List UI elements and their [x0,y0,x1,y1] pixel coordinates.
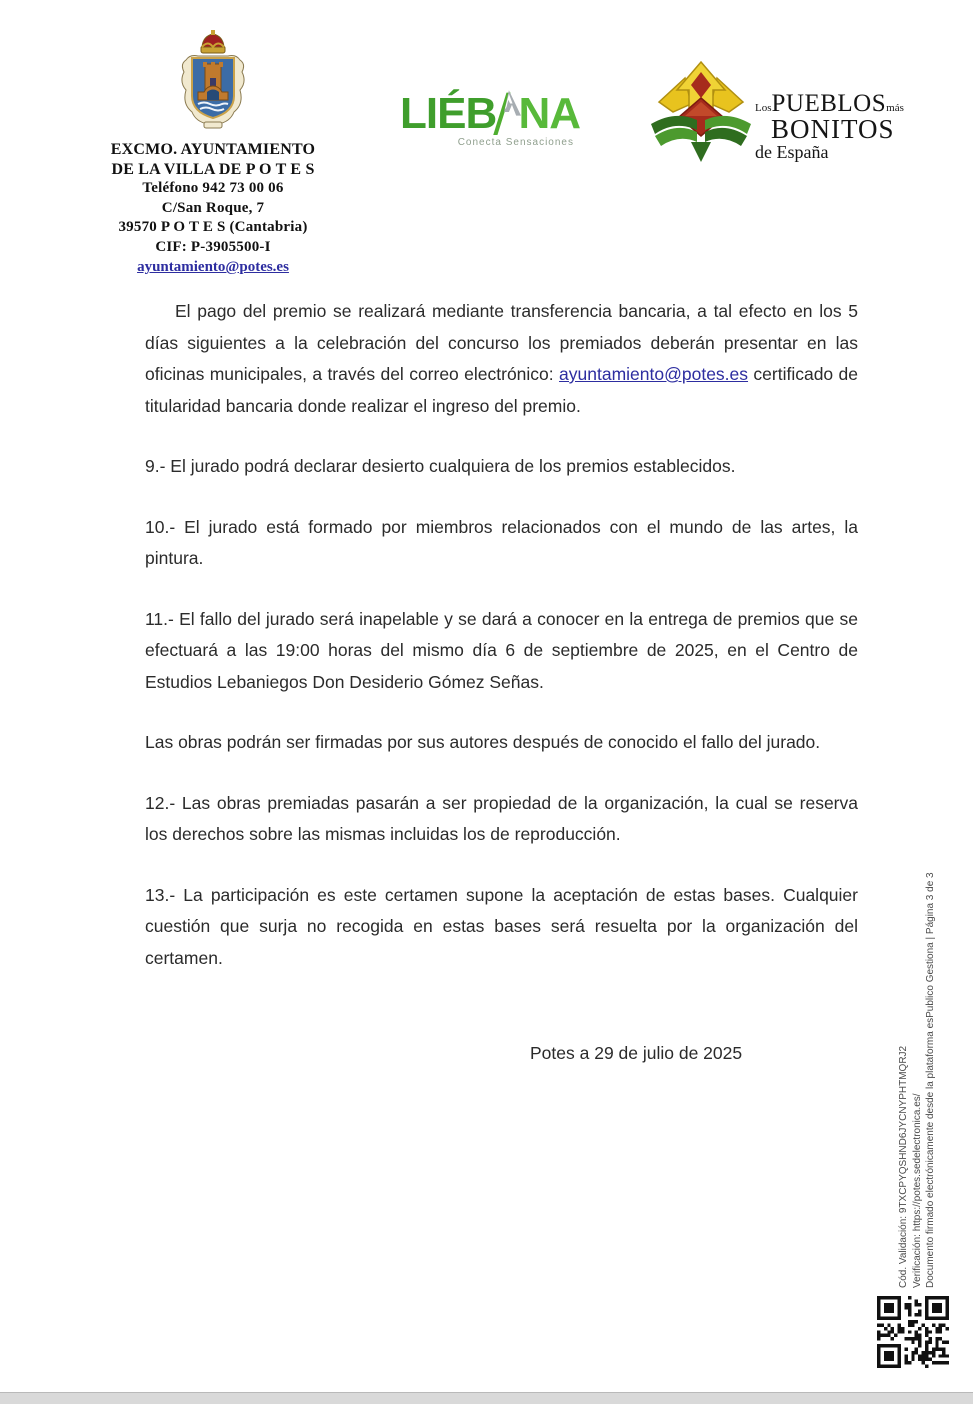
paragraph-clause-12: 12.- Las obras premiadas pasarán a ser propiedad de la organización, la cual se reserva los derechos sobre las mismas incluidas los de reproducción. [145,792,858,844]
signature-note: Documento firmado electrónicamente desde la plataforma esPublico Gestiona | Página 3 de 3 [925,872,936,1288]
letterhead-address: C/San Roque, 7 [161,199,265,216]
paragraph-payment-text-before: El pago del premio se realizará mediante transferencia bancaria, a tal efecto en los 5 días siguientes a la celebración del concurso los premiados deberán presentar en las oficinas municipales, a través del correo electrónico: [145,301,858,384]
pueblos-bonitos-logo [645,58,904,166]
paragraph-clause-9: 9.- El jurado podrá declarar desierto cualquiera de los premios establecidos. [145,456,736,476]
potes-coat-of-arms-icon [178,30,248,136]
letterhead-cif: CIF: P-3905500-I [155,238,271,255]
pueblos-text-sub: de España [755,141,829,162]
validation-code: Cód. Validación: 9TXCPYQSHND6JYCNYPHTMQRJ2 [898,1045,909,1288]
pueblos-text-mid: más [886,101,904,114]
letterhead-city: 39570 P O T E S (Cantabria) [118,219,308,235]
letterhead-org-line1: EXCMO. AYUNTAMIENTO [110,141,316,158]
verification-url: Verificación: https://potes.sedelectronica.es/ [911,1093,923,1288]
pueblos-logo-text [755,90,904,163]
page-bottom-edge [0,1392,973,1404]
letterhead-email-link[interactable]: ayuntamiento@potes.es [137,259,289,275]
pueblos-crown-icon [645,58,757,166]
liebana-logo [400,74,580,148]
paragraph-payment-text-after: certificado de titularidad bancaria donde realizar el ingreso del premio. [145,364,858,416]
paragraph-clause-11: 11.- El fallo del jurado será inapelable y se dará a conocer en la entrega de premios que se efectuará a las 19:00 horas del mismo día 6 de septiembre de 2025, en el Centro de Estudios Lebaniegos Don Desiderio Gómez Señas. [145,608,858,692]
liebana-logo-text-left: LIÉB [400,89,497,138]
pueblos-text-pre: Los [755,101,772,114]
liebana-tagline: Conecta Sensaciones [457,137,574,148]
liebana-logo-text-right: NA [518,89,580,138]
qr-code [877,1296,949,1368]
paragraph-signing: Las obras podrán ser firmadas por sus autores después de conocido el fallo del jurado. [145,732,821,752]
date-line: Potes a 29 de julio de 2025 [530,1043,743,1063]
pueblos-text-word2: BONITOS [771,113,895,144]
letterhead [103,30,323,277]
paragraph-clause-13: 13.- La participación es este certamen supone la aceptación de estas bases. Cualquier cuestión que surja no recogida en estas bases será resuelta por la organización del certamen. [145,884,858,968]
paragraph-clause-10: 10.- El jurado está formado por miembros relacionados con el mundo de las artes, la pintura. [145,516,858,568]
email-link[interactable]: ayuntamiento@potes.es [559,364,749,384]
pueblos-text-word1: PUEBLOS [771,89,887,117]
letterhead-org-line2: DE LA VILLA DE P O T E S [111,160,315,178]
paragraph-payment [145,296,858,422]
document-body [145,296,858,1070]
letterhead-phone: Teléfono 942 73 00 06 [142,180,284,196]
validation-sidebar [897,856,938,1288]
